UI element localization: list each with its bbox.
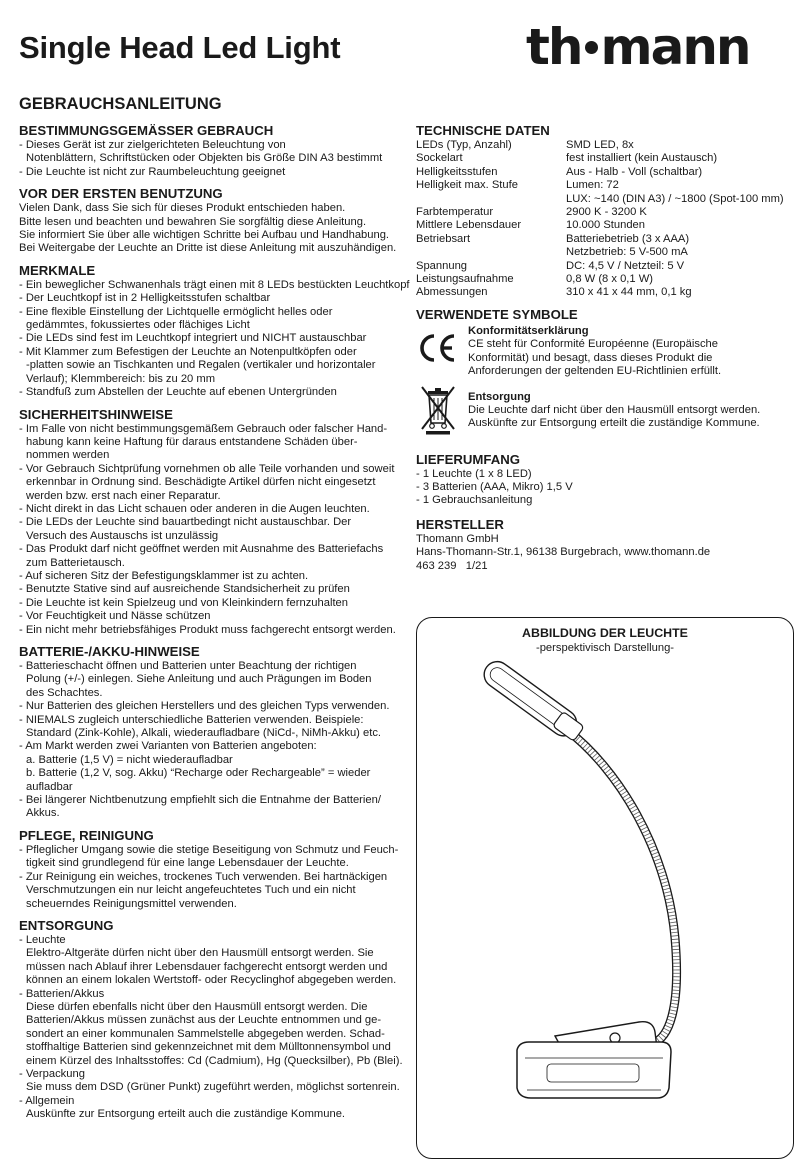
section-heading: VOR DER ERSTEN BENUTZUNG bbox=[19, 186, 223, 202]
text-line: erkennbar in Ordnung sind. Beschädigte Artikel dürfen nicht eingesetzt bbox=[26, 476, 376, 489]
text-line: Verschmutzungen ein nur leicht angefeuchtetes Tuch und ein nicht bbox=[26, 884, 356, 897]
weee-description bbox=[460, 385, 760, 431]
spec-key: LEDs (Typ, Anzahl) bbox=[416, 139, 512, 151]
section-entsorgung bbox=[19, 919, 404, 1122]
section-heading: SICHERHEITSHINWEISE bbox=[19, 406, 173, 422]
text-line: - NIEMALS zugleich unterschiedliche Batterien verwenden. Beispiele: bbox=[19, 713, 364, 726]
text-line: Hans-Thomann-Str.1, 96138 Burgebrach, www.thomann.de bbox=[416, 546, 711, 559]
section-vor-benutzung bbox=[19, 187, 404, 256]
ce-mark-icon bbox=[416, 325, 460, 363]
page-title: Single Head Led Light bbox=[19, 30, 341, 65]
right-column bbox=[416, 124, 794, 573]
text-line: Thomann GmbH bbox=[416, 532, 499, 545]
section-heading: HERSTELLER bbox=[416, 516, 504, 532]
text-line: scheuerndes Reinigungsmittel verwenden. bbox=[26, 897, 237, 910]
ce-title: Konformitätserklärung bbox=[468, 324, 589, 337]
text-line: b. Batterie (1,2 V, sog. Akku) “Recharge oder Rechargeable” = wieder bbox=[26, 767, 371, 780]
spec-key: Leistungsaufnahme bbox=[416, 273, 514, 286]
text-line: - 1 Gebrauchsanleitung bbox=[416, 494, 533, 507]
text-line: sondert an einer kommunalen Sammelstelle abgegeben werden. Schad- bbox=[26, 1027, 385, 1040]
text-line: - Allgemein bbox=[19, 1094, 75, 1107]
text-line: - Benutzte Stative sind auf ausreichende Standsicherheit zu prüfen bbox=[19, 583, 350, 596]
text-line: - Leuchte bbox=[19, 933, 66, 946]
spec-key: Betriebsart bbox=[416, 232, 471, 245]
spec-value: DC: 4,5 V / Netzteil: 5 V bbox=[566, 259, 685, 272]
text-line: Sie informiert Sie über alle wichtigen Schritte bei Aufbau und Handhabung. bbox=[19, 229, 390, 242]
manual-subtitle: GEBRAUCHSANLEITUNG bbox=[19, 95, 222, 113]
crossed-bin-icon bbox=[416, 385, 460, 435]
section-heading: BATTERIE-/AKKU-HINWEISE bbox=[19, 644, 200, 659]
spec-key: Sockelart bbox=[416, 152, 463, 165]
weee-symbol-row bbox=[416, 385, 794, 435]
text-line: - Eine flexible Einstellung der Lichtquelle ermöglicht helles oder bbox=[19, 305, 333, 318]
text-line: -platten sowie an Tischkanten und Regalen (vertikaler und horizontaler bbox=[26, 359, 376, 372]
text-line: - Die LEDs sind fest im Leuchtkopf integriert und NICHT austauschbar bbox=[19, 332, 367, 345]
spec-value: Lumen: 72 bbox=[566, 179, 619, 192]
section-symbole bbox=[416, 308, 794, 435]
text-line: - Mit Klammer zum Befestigen der Leuchte an Notenpultköpfen oder bbox=[19, 345, 357, 358]
section-heading: TECHNISCHE DATEN bbox=[416, 123, 550, 138]
spec-value: 10.000 Stunden bbox=[566, 219, 646, 232]
ce-symbol-row bbox=[416, 325, 794, 379]
spec-value: 310 x 41 x 44 mm, 0,1 kg bbox=[566, 286, 692, 299]
spec-key bbox=[416, 193, 562, 206]
text-line: - Nur Batterien des gleichen Herstellers und des gleichen Typs verwenden. bbox=[19, 700, 390, 713]
text-line: - Nicht direkt in das Licht schauen oder anderen in die Augen leuchten. bbox=[19, 502, 370, 515]
text-line: - Verpackung bbox=[19, 1067, 85, 1080]
text-line: habung kann keine Haftung für daraus entstandene Schäden über- bbox=[26, 435, 358, 448]
text-line: - Vor Feuchtigkeit und Nässe schützen bbox=[19, 610, 211, 623]
text-line: - Zur Reinigung ein weiches, trockenes Tuch verwenden. Bei hartnäckigen bbox=[19, 870, 388, 883]
spec-value: 2900 K - 3200 K bbox=[566, 206, 647, 219]
section-heading: MERKMALE bbox=[19, 262, 96, 278]
spec-key: Mittlere Lebensdauer bbox=[416, 219, 522, 232]
text-line: - Standfuß zum Abstellen der Leuchte auf ebenen Untergründen bbox=[19, 386, 337, 399]
section-batterie bbox=[19, 645, 404, 821]
section-merkmale bbox=[19, 262, 410, 400]
spec-key: Helligkeitsstufen bbox=[416, 165, 498, 178]
spec-table bbox=[416, 139, 794, 300]
text-line: - Batterieschacht öffnen und Batterien unter Beachtung der richtigen bbox=[19, 660, 357, 672]
spec-value: Batteriebetrieb (3 x AAA) bbox=[566, 232, 690, 245]
text-line: - Vor Gebrauch Sichtprüfung vornehmen ob alle Teile vorhanden und soweit bbox=[19, 462, 395, 475]
text-line: - Die Leuchte ist nicht zur Raumbeleuchtung geeignet bbox=[19, 165, 286, 178]
text-line: Verlauf); Klemmbereich: bis zu 20 mm bbox=[26, 372, 216, 385]
spec-key bbox=[416, 246, 562, 259]
text-line: Auskünfte zur Entsorgung erteilt die zuständige Kommune. bbox=[468, 417, 760, 430]
text-line: Vielen Dank, dass Sie sich für dieses Produkt entschieden haben. bbox=[19, 202, 346, 215]
spec-key: Abmessungen bbox=[416, 286, 488, 299]
text-line: müssen nach Ablauf ihrer Lebensdauer fachgerecht entsorgt werden und bbox=[26, 960, 388, 973]
text-line: - 1 Leuchte (1 x 8 LED) bbox=[416, 467, 532, 480]
section-technische-daten bbox=[416, 124, 794, 300]
text-line: Die Leuchte darf nicht über den Hausmüll entsorgt werden. bbox=[468, 403, 761, 416]
text-line: gedämmtes, fokussiertes oder flächiges Licht bbox=[26, 319, 250, 332]
text-line: Elektro-Altgeräte dürfen nicht über den Hausmüll entsorgt werden. Sie bbox=[26, 947, 374, 960]
spec-value: Aus - Halb - Voll (schaltbar) bbox=[566, 165, 703, 178]
text-line: - Die Leuchte ist kein Spielzeug und von Kleinkindern fernzuhalten bbox=[19, 596, 348, 609]
ce-description bbox=[460, 325, 721, 379]
left-column bbox=[19, 123, 410, 1122]
text-line: Akkus. bbox=[26, 807, 60, 820]
text-line: - Ein beweglicher Schwanenhals trägt einen mit 8 LEDs bestückten Leuchtkopf bbox=[19, 278, 410, 291]
brand-logo: th mann bbox=[526, 18, 750, 76]
section-heading: BESTIMMUNGSGEMÄSSER GEBRAUCH bbox=[19, 123, 274, 138]
section-heading: ENTSORGUNG bbox=[19, 917, 114, 933]
text-line: a. Batterie (1,5 V) = nicht wiederaufladbar bbox=[26, 753, 233, 766]
text-line: CE steht für Conformité Européenne (Europäische bbox=[468, 338, 718, 351]
section-heading: PFLEGE, REINIGUNG bbox=[19, 827, 154, 843]
weee-title: Entsorgung bbox=[468, 390, 531, 403]
figure-title: ABBILDUNG DER LEUCHTE bbox=[522, 626, 688, 640]
text-line: Batterien/Akkus müssen zunächst aus der Leuchte entnommen und ge- bbox=[26, 1014, 382, 1027]
text-line: Auskünfte zur Entsorgung erteilt auch die zuständige Kommune. bbox=[26, 1108, 346, 1121]
spec-value: Netzbetrieb: 5 V-500 mA bbox=[566, 246, 688, 259]
text-line: 463 239 1/21 bbox=[416, 559, 488, 572]
text-line: können an einem lokalen Wertstoff- oder Recyclinghof abgegeben werden. bbox=[26, 974, 397, 987]
section-hersteller bbox=[416, 518, 794, 573]
text-line: Versuch des Austauschs ist unzulässig bbox=[26, 529, 219, 542]
text-line: einem Kürzel des Inhaltsstoffes: Cd (Cadmium), Hg (Quecksilber), Pb (Blei). bbox=[26, 1054, 403, 1067]
section-heading: LIEFERUMFANG bbox=[416, 451, 521, 467]
text-line: - Bei längerer Nichtbenutzung empfiehlt sich die Entnahme der Batterien/ bbox=[19, 794, 381, 807]
figure-subtitle: -perspektivisch Darstellung- bbox=[535, 642, 675, 654]
lamp-illustration bbox=[417, 618, 795, 1160]
text-line: tigkeit sind grundlegend für eine lange Lebensdauer der Leuchte. bbox=[26, 857, 349, 870]
text-line: zum Batterietausch. bbox=[26, 556, 125, 569]
spec-value: 0,8 W (8 x 0,1 W) bbox=[566, 273, 654, 286]
text-line: - Auf sicheren Sitz der Befestigungsklammer ist zu achten. bbox=[19, 569, 309, 582]
text-line: aufladbar bbox=[26, 780, 73, 793]
text-line: Bei Weitergabe der Leuchte an Dritte ist diese Anleitung mit auszuhändigen. bbox=[19, 242, 397, 255]
text-line: Diese dürfen ebenfalls nicht über den Hausmüll entsorgt werden. Die bbox=[26, 1000, 368, 1013]
text-line: - Der Leuchtkopf ist in 2 Helligkeitsstufen schaltbar bbox=[19, 292, 271, 305]
lamp-figure-box bbox=[416, 617, 794, 1159]
spec-value: LUX: ~140 (DIN A3) / ~1800 (Spot-100 mm) bbox=[566, 192, 784, 205]
text-line: - Im Falle von nicht bestimmungsgemäßem Gebrauch oder falscher Hand- bbox=[19, 422, 388, 435]
text-line: - 3 Batterien (AAA, Mikro) 1,5 V bbox=[416, 480, 573, 493]
section-bestimmung bbox=[19, 124, 404, 179]
text-line: Standard (Zink-Kohle), Alkali, wiederaufladbare (NiCd-, NiMh-Akku) etc. bbox=[26, 727, 382, 740]
spec-value: SMD LED, 8x bbox=[566, 139, 634, 151]
text-line: - Die LEDs der Leuchte sind bauartbedingt nicht austauschbar. Der bbox=[19, 516, 352, 529]
spec-key: Helligkeit max. Stufe bbox=[416, 179, 518, 192]
text-line: Anforderungen der geltenden EU-Richtlinien erfüllt. bbox=[468, 365, 722, 378]
text-line: - Ein nicht mehr betriebsfähiges Produkt muss fachgerecht entsorgt werden. bbox=[19, 623, 396, 636]
spec-key: Farbtemperatur bbox=[416, 206, 494, 219]
text-line: stoffhaltige Batterien sind gekennzeichnet mit dem Mülltonnensymbol und bbox=[26, 1041, 391, 1054]
spec-key: Spannung bbox=[416, 259, 468, 272]
text-line: des Schachtes. bbox=[26, 686, 103, 699]
text-line: Notenblättern, Schriftstücken oder Objekten bis Größe DIN A3 bestimmt bbox=[26, 152, 383, 165]
text-line: - Am Markt werden zwei Varianten von Batterien angeboten: bbox=[19, 740, 317, 753]
text-line: Bitte lesen und beachten und bewahren Sie sorgfältig diese Anleitung. bbox=[19, 215, 367, 228]
section-lieferumfang bbox=[416, 453, 794, 508]
section-pflege bbox=[19, 829, 404, 911]
spec-value: fest installiert (kein Austausch) bbox=[566, 152, 718, 165]
text-line: - Das Produkt darf nicht geöffnet werden mit Ausnahme des Batteriefachs bbox=[19, 543, 384, 556]
text-line: Polung (+/-) einlegen. Siehe Anleitung und auch Prägungen im Boden bbox=[26, 673, 372, 686]
text-line: nommen werden bbox=[26, 449, 110, 462]
text-line: - Batterien/Akkus bbox=[19, 987, 105, 1000]
text-line: Sie muss dem DSD (Grüner Punkt) zugeführt werden, möglichst sortenrein. bbox=[26, 1081, 400, 1094]
text-line: - Pfleglicher Umgang sowie die stetige Beseitigung von Schmutz und Feuch- bbox=[19, 843, 399, 856]
section-sicherheit bbox=[19, 408, 404, 638]
text-line: - Dieses Gerät ist zur zielgerichteten Beleuchtung von bbox=[19, 139, 286, 151]
section-heading: VERWENDETE SYMBOLE bbox=[416, 306, 578, 322]
text-line: Konformität) und besagt, dass dieses Produkt die bbox=[468, 351, 713, 364]
text-line: werden bzw. erst nach einer Reparatur. bbox=[26, 489, 221, 502]
